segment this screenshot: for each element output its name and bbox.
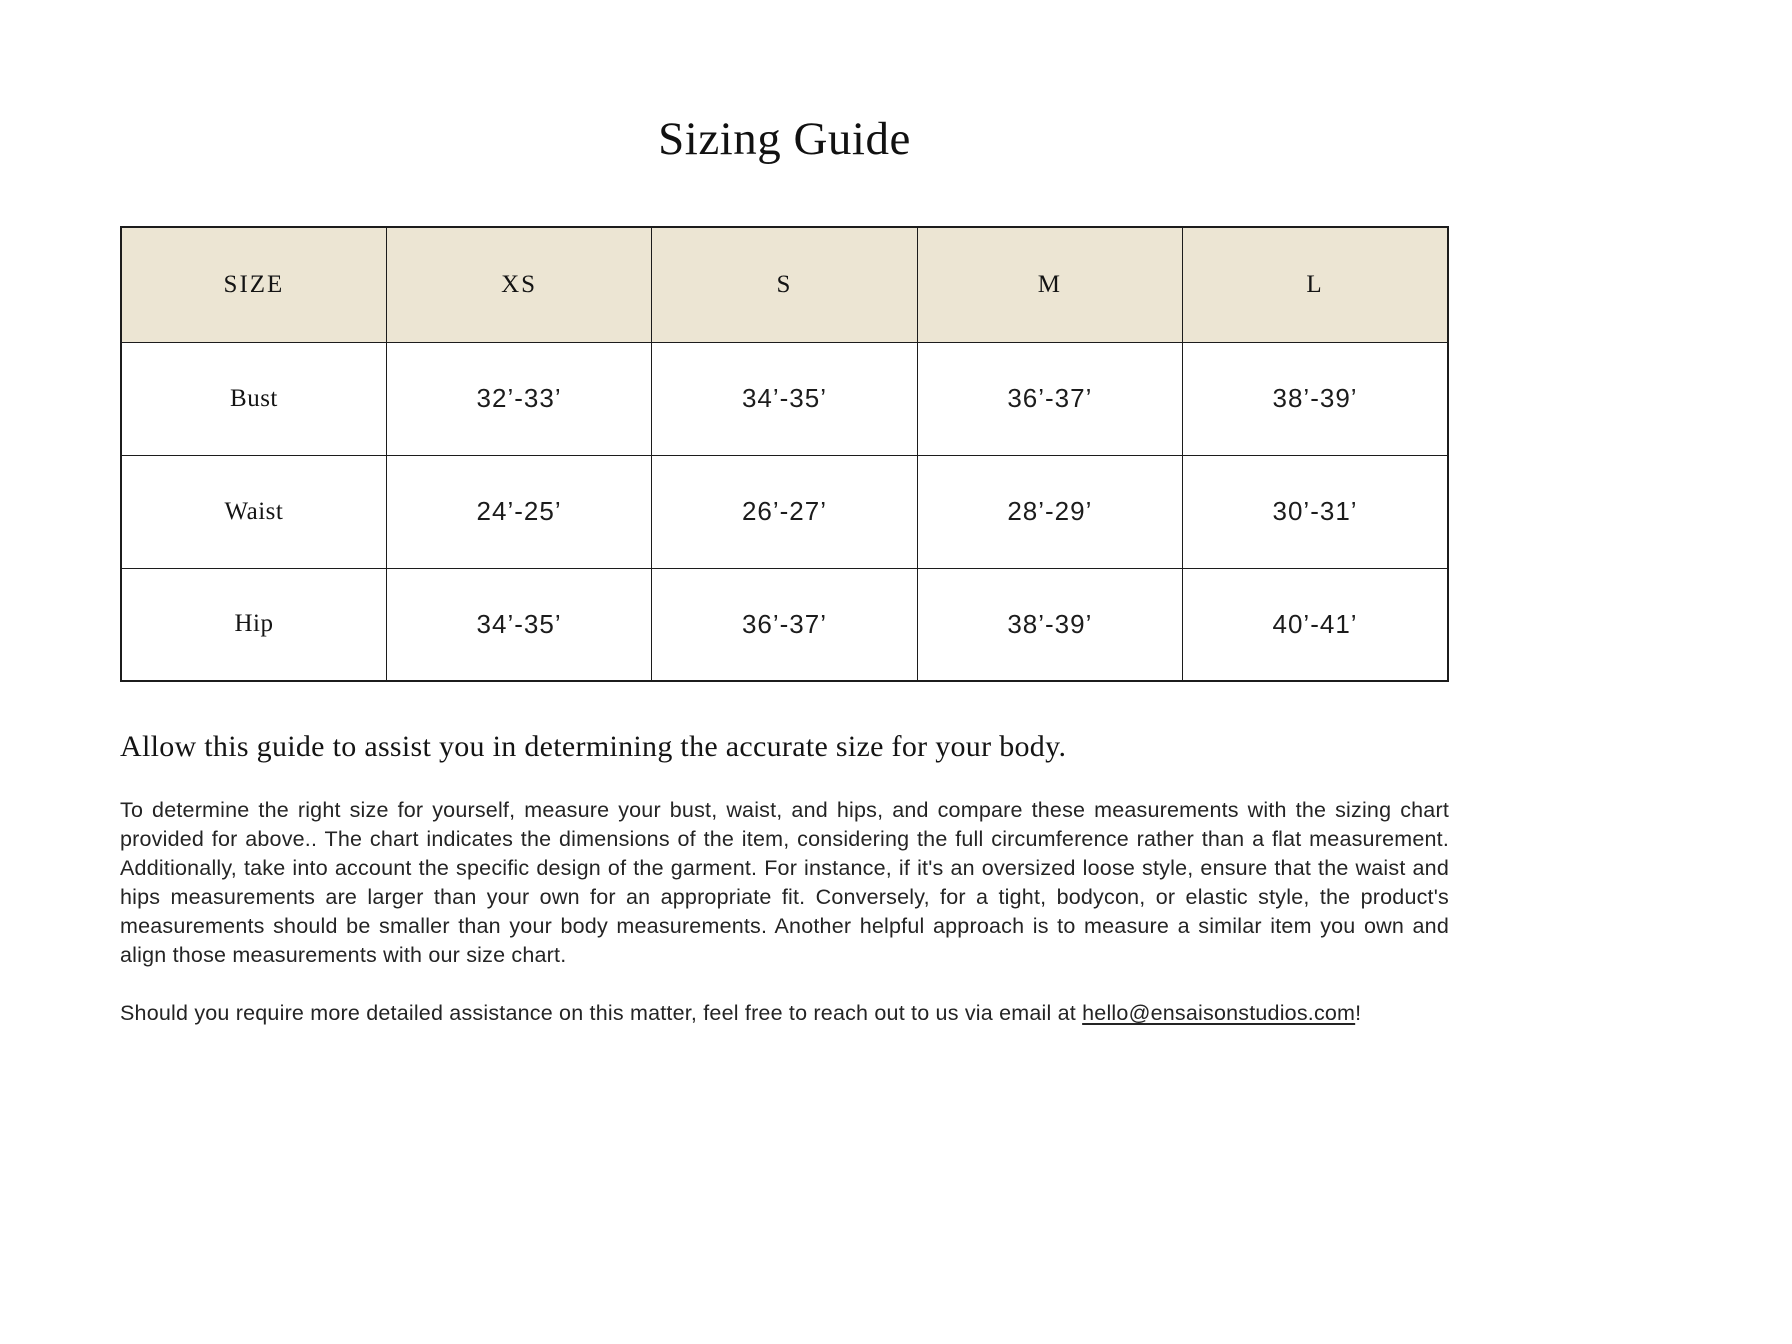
size-chart-table <box>120 226 1449 682</box>
row-label-hip: Hip <box>121 568 386 681</box>
hip-s-value: 36’-37’ <box>652 568 917 681</box>
waist-s-value: 26’-27’ <box>652 455 917 568</box>
contact-paragraph <box>120 999 1449 1028</box>
header-cell-size: SIZE <box>121 227 386 342</box>
header-row <box>121 227 1448 342</box>
sizing-instructions-paragraph: To determine the right size for yourself, measure your bust, waist, and hips, and compare these measurements with the sizing chart provided for above.. The chart indicates the dimensions of the item, considering the full circumference rather than a flat measurement. Additionally, take into account the specific design of the garment. For instance, if it's an oversized loose style, ensure that the waist and hips measurements are larger than your own for an appropriate fit. Conversely, for a tight, bodycon, or elastic style, the product's measurements should be smaller than your body measurements. Another helpful approach is to measure a similar item you own and align those measurements with our size chart. <box>120 798 1449 968</box>
waist-m-value: 28’-29’ <box>917 455 1182 568</box>
header-cell-l: L <box>1183 227 1448 342</box>
waist-l-value: 30’-31’ <box>1183 455 1448 568</box>
page-title: Sizing Guide <box>658 113 911 165</box>
hip-m-value: 38’-39’ <box>917 568 1182 681</box>
bust-s-value: 34’-35’ <box>652 342 917 455</box>
email-link[interactable]: hello@ensaisonstudios.com <box>1082 1001 1356 1026</box>
header-cell-s: S <box>652 227 917 342</box>
guide-subheading: Allow this guide to assist you in determining the accurate size for your body. <box>120 730 1067 764</box>
hip-xs-value: 34’-35’ <box>386 568 651 681</box>
header-cell-m: M <box>917 227 1182 342</box>
row-label-bust: Bust <box>121 342 386 455</box>
bust-xs-value: 32’-33’ <box>386 342 651 455</box>
table-row-hip <box>121 568 1448 681</box>
content-area <box>120 0 1449 1028</box>
size-chart-header <box>121 227 1448 342</box>
bust-l-value: 38’-39’ <box>1183 342 1448 455</box>
table-row-waist <box>121 455 1448 568</box>
hip-l-value: 40’-41’ <box>1183 568 1448 681</box>
bust-m-value: 36’-37’ <box>917 342 1182 455</box>
contact-text-suffix: ! <box>1355 1001 1362 1026</box>
row-label-waist: Waist <box>121 455 386 568</box>
header-cell-xs: XS <box>386 227 651 342</box>
contact-text-prefix: Should you require more detailed assistance on this matter, feel free to reach out to us via email at <box>120 1001 1083 1026</box>
table-row-bust <box>121 342 1448 455</box>
waist-xs-value: 24’-25’ <box>386 455 651 568</box>
size-chart-body <box>121 342 1448 681</box>
